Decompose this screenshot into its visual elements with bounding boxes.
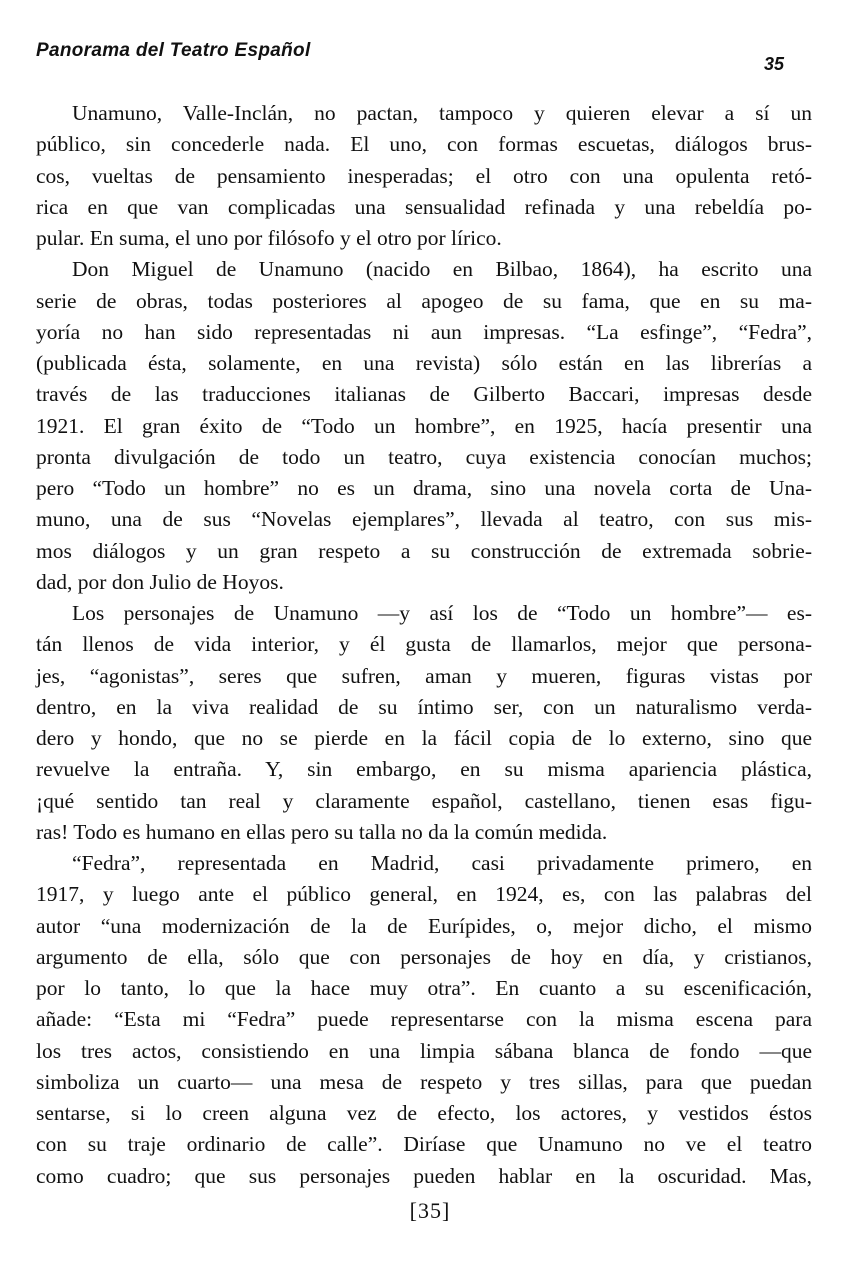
text-line: 1921. El gran éxito de “Todo un hombre”, en 1925, hacía presentir una xyxy=(36,413,812,438)
text-line: simboliza un cuarto— una mesa de respeto y tres sillas, para que puedan xyxy=(36,1069,812,1094)
text-line: pronta divulgación de todo un teatro, cuya existencia conocían muchos; xyxy=(36,444,812,469)
text-line: tán llenos de vida interior, y él gusta de llamarlos, mejor que persona- xyxy=(36,632,812,657)
text-line: jes, “agonistas”, seres que sufren, aman y mueren, figuras vistas por xyxy=(36,663,812,688)
folio-page-number: [35] xyxy=(409,1198,451,1223)
text-line: ¡qué sentido tan real y claramente español, castellano, tienen esas figu- xyxy=(36,788,812,813)
text-line: por lo tanto, lo que la hace muy otra”. En cuanto a su escenificación, xyxy=(36,976,812,1000)
text-line: dad, por don Julio de Hoyos. xyxy=(36,569,284,594)
text-line: (publicada ésta, solamente, en una revista) sólo están en las librerías a xyxy=(36,351,812,375)
body-text xyxy=(36,98,812,1192)
text-line: ras! Todo es humano en ellas pero su talla no da la común medida. xyxy=(36,819,608,844)
text-line: 1917, y luego ante el público general, en 1924, es, con las palabras del xyxy=(36,882,812,907)
text-line: mos diálogos y un gran respeto a su construcción de extremada sobrie- xyxy=(36,538,812,563)
text-line: con su traje ordinario de calle”. Diríase que Unamuno no ve el teatro xyxy=(36,1132,812,1157)
text-line: Don Miguel de Unamuno (nacido en Bilbao, 1864), ha escrito una xyxy=(72,257,812,282)
text-line: serie de obras, todas posteriores al apogeo de su fama, que en su ma- xyxy=(36,288,812,313)
running-title: Panorama del Teatro Español xyxy=(36,40,311,61)
text-line: dero y hondo, que no se pierde en la fácil copia de lo externo, sino que xyxy=(36,726,812,750)
text-line: autor “una modernización de la de Eurípides, o, mejor dicho, el mismo xyxy=(36,913,812,938)
text-line: pular. En suma, el uno por filósofo y el otro por lírico. xyxy=(36,226,502,250)
text-line: pero “Todo un hombre” no es un drama, sino una novela corta de Una- xyxy=(36,476,812,500)
text-line: “Fedra”, representada en Madrid, casi privadamente primero, en xyxy=(72,851,812,875)
text-line: público, sin concederle nada. El uno, con formas escuetas, diálogos brus- xyxy=(36,132,812,157)
text-line: argumento de ella, sólo que con personajes de hoy en día, y cristianos, xyxy=(36,944,812,969)
text-line: rica en que van complicadas una sensualidad refinada y una rebeldía po- xyxy=(36,194,812,219)
text-line: revuelve la entraña. Y, sin embargo, en su misma apariencia plástica, xyxy=(36,757,812,782)
text-line: añade: “Esta mi “Fedra” puede representarse con la misma escena para xyxy=(36,1007,812,1032)
text-line: los tres actos, consistiendo en una limpia sábana blanca de fondo —que xyxy=(36,1038,812,1063)
text-line: muno, una de sus “Novelas ejemplares”, llevada al teatro, con sus mis- xyxy=(36,507,812,532)
text-line: Los personajes de Unamuno —y así los de “Todo un hombre”— es- xyxy=(72,601,812,625)
text-line: sentarse, si lo creen alguna vez de efecto, los actores, y vestidos éstos xyxy=(36,1101,812,1125)
text-line: como cuadro; que sus personajes pueden hablar en la oscuridad. Mas, xyxy=(36,1163,812,1188)
text-line: dentro, en la viva realidad de su íntimo ser, con un naturalismo verda- xyxy=(36,694,812,719)
text-line: cos, vueltas de pensamiento inesperadas; el otro con una opulenta retó- xyxy=(36,163,812,188)
page-number: 35 xyxy=(764,54,785,74)
text-line: yoría no han sido representadas ni aun impresas. “La esfinge”, “Fedra”, xyxy=(36,319,812,344)
text-line: través de las traducciones italianas de Gilberto Baccari, impresas desde xyxy=(36,382,812,407)
text-line: Unamuno, Valle-Inclán, no pactan, tampoco y quieren elevar a sí un xyxy=(72,101,812,125)
